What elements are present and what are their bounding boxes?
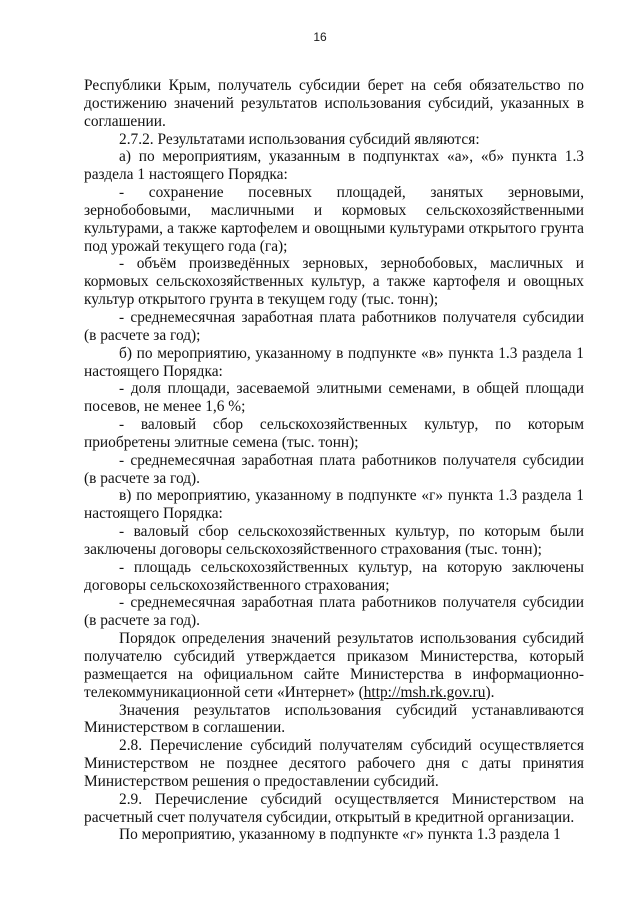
paragraph: Республики Крым, получатель субсидии берет на себя обязательство по достижению значений результатов использования субсидий, указанных в соглашении. <box>84 77 584 130</box>
list-item: - среднемесячная заработная плата работников получателя субсидии (в расчете за год). <box>84 594 584 630</box>
list-item: - доля площади, засеваемой элитными семенами, в общей площади посевов, не менее 1,6 %; <box>84 380 584 416</box>
list-item: - объём произведённых зерновых, зернобобовых, масличных и кормовых сельскохозяйственных культур, а также картофеля и овощных культур открытого грунта в текущем году (тыс. тонн); <box>84 255 584 309</box>
paragraph-text-end: ). <box>485 683 495 701</box>
paragraph: 2.9. Перечисление субсидий осуществляется Министерством на расчетный счет получателя субсидии, открытый в кредитной организации. <box>84 790 584 826</box>
list-item: - среднемесячная заработная плата работников получателя субсидии (в расчете за год). <box>84 451 584 487</box>
page-number: 16 <box>313 30 327 44</box>
paragraph: Значения результатов использования субсидий устанавливаются Министерством в соглашении. <box>84 701 584 737</box>
document-body <box>84 77 584 844</box>
list-item: - валовый сбор сельскохозяйственных культур, по которым приобретены элитные семена (тыс. тонн); <box>84 416 584 451</box>
list-item: - среднемесячная заработная плата работников получателя субсидии (в расчете за год); <box>84 308 584 344</box>
paragraph-text: Порядок определения значений результатов использования субсидий получателю субсидий утверждается приказом Министерства, который размещается на официальном сайте Министерства в информационно-телекоммуникационной сети «Интернет» ( <box>84 630 584 701</box>
paragraph: 2.8. Перечисление субсидий получателям субсидий осуществляется Министерством не позднее десятого рабочего дня с даты принятия Министерством решения о предоставлении субсидий. <box>84 737 584 790</box>
paragraph: 2.7.2. Результатами использования субсидий являются: <box>119 130 480 148</box>
paragraph: в) по мероприятию, указанному в подпункте «г» пункта 1.3 раздела 1 настоящего Порядка: <box>84 487 584 523</box>
list-item: - валовый сбор сельскохозяйственных культур, по которым были заключены договоры сельскохозяйственного страхования (тыс. тонн); <box>84 523 584 558</box>
paragraph-with-link <box>84 630 584 701</box>
list-item: - площадь сельскохозяйственных культур, на которую заключены договоры сельскохозяйственного страхования; <box>84 558 584 594</box>
ministry-website-link[interactable]: http://msh.rk.gov.ru <box>363 683 486 701</box>
paragraph: По мероприятию, указанному в подпункте «г» пункта 1.3 раздела 1 <box>119 826 561 844</box>
list-item: - сохранение посевных площадей, занятых зерновыми, зернобобовыми, масличными и кормовых сельскохозяйственными культурами, а также картофелем и овощными культурами открытого грунта под урожай текущего года (га); <box>84 184 584 255</box>
paragraph: б) по мероприятию, указанному в подпункте «в» пункта 1.3 раздела 1 настоящего Порядка: <box>84 344 584 380</box>
paragraph: а) по мероприятиям, указанным в подпунктах «а», «б» пункта 1.3 раздела 1 настоящего Порядка: <box>84 148 584 184</box>
